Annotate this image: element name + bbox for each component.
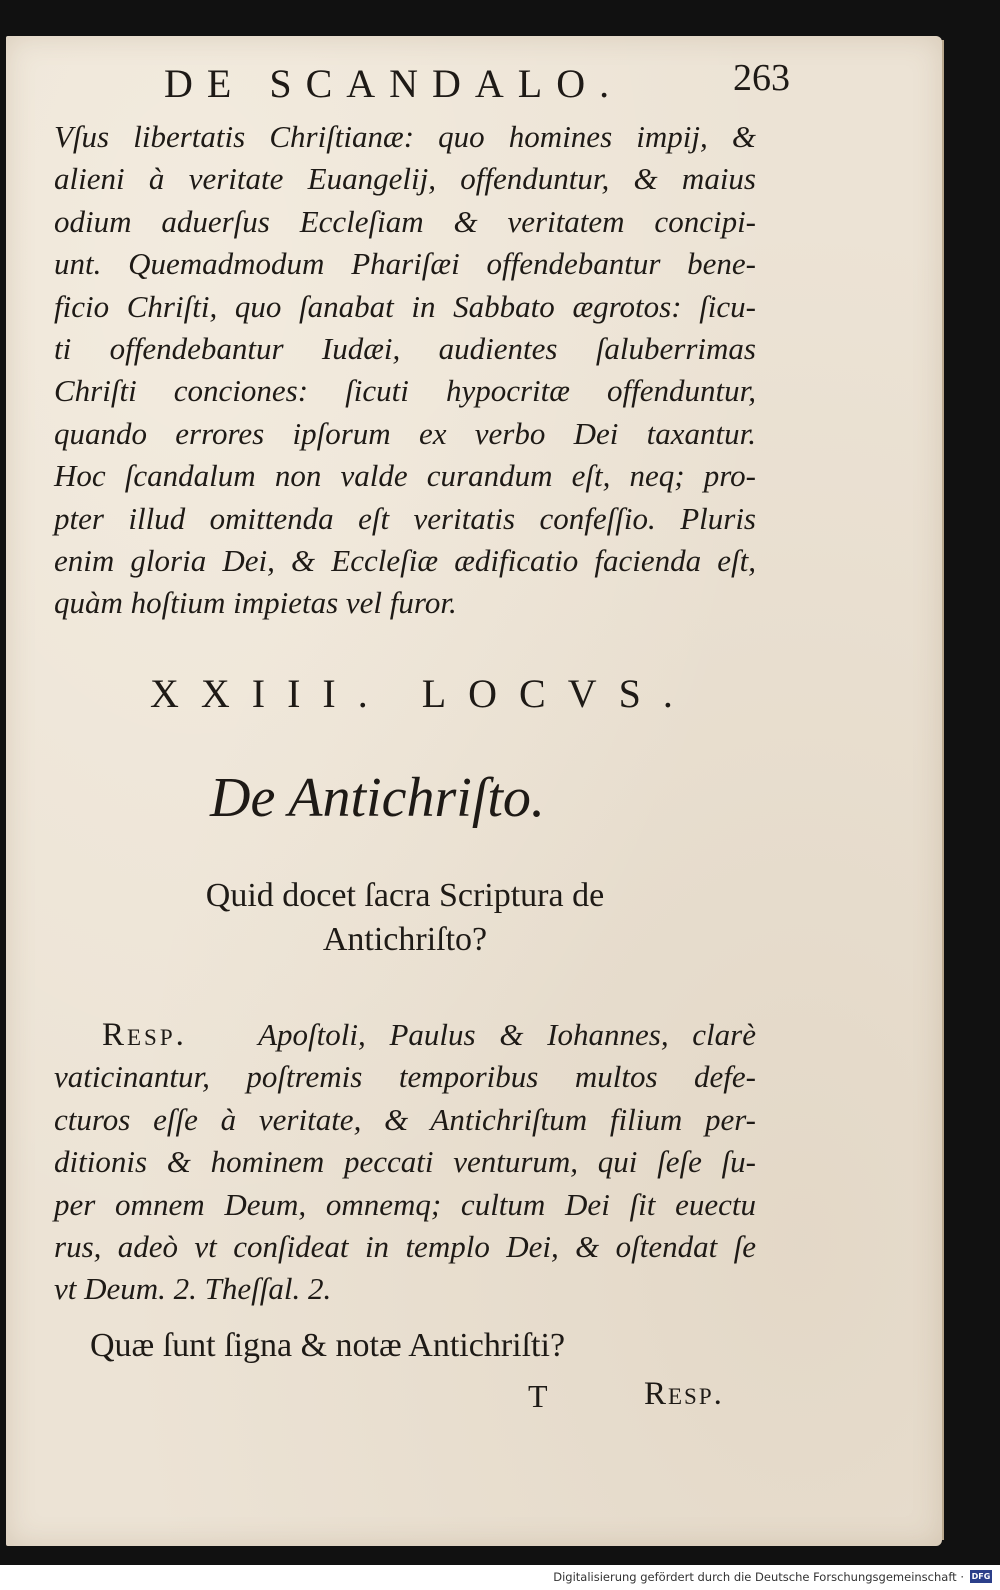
running-head: DE SCANDALO. [164,61,624,106]
text-line: alieni à veritate Euangelij, offenduntur, & maius [54,161,756,197]
text-line: Hoc ſcandalum non valde curandum eſt, neq; pro- [54,458,756,494]
page-header [54,56,814,116]
text-line: odium aduerſus Eccleſiam & veritatem concipi- [54,203,756,239]
footer-bar [0,1565,1000,1590]
section-title: XXIII. LOCVS. [150,671,695,716]
text-line: Vſus libertatis Chriſtianæ: quo homines impij, & [54,119,756,154]
page-content [54,56,814,1414]
catchword: Resp. [644,1376,724,1412]
book-page [6,36,942,1546]
text-line: enim gloria Dei, & Eccleſiæ ædificatio facienda eſt, [54,543,756,579]
signature-mark: T [528,1378,548,1414]
footer-credit: Digitalisierung gefördert durch die Deutsche Forschungsgemeinschaft · [553,1570,964,1584]
text-line: vaticinantur, poſtremis temporibus multos defe- [54,1059,756,1095]
resp-label: Resp. [102,1017,187,1053]
text-line: ficio Chriſti, quo ſanabat in Sabbato ægrotos: ſicu- [54,288,756,324]
chapter-title: De Antichriſto. [210,767,545,829]
text-line: vt Deum. 2. Theſſal. 2. [54,1271,332,1307]
text-line: quando errores ipſorum ex verbo Dei taxantur. [54,415,756,451]
answer-text: Apoſtoli, Paulus & Iohannes, clarè [258,1017,756,1052]
text-line: pter illud omittenda eſt veritatis confeſſio. Pluris [54,500,756,536]
text-line: cturos eſſe à veritate, & Antichriſtum filium per- [54,1101,756,1137]
text-line: rus, adeò vt conſideat in templo Dei, & oſtendat ſe [54,1229,756,1265]
text-line: unt. Quemadmodum Phariſæi offendebantur bene- [54,246,756,282]
page-number: 263 [733,57,790,99]
question-line: Quid docet ſacra Scriptura de [205,877,605,914]
question-heading [54,874,756,962]
passage-scandalum [54,116,756,625]
text-line: ti offendebantur Iudæi, audientes ſaluberrimas [54,331,756,367]
question-line: Antichriſto? [322,921,488,958]
text-line: per omnem Deum, omnemq; cultum Dei ſit euectu [54,1186,756,1222]
question-heading-2: Quæ ſunt ſigna & notæ Antichriſti? [90,1327,566,1364]
answer-paragraph [54,1014,756,1311]
text-line: ditionis & hominem peccati venturum, qui ſeſe ſu- [54,1144,756,1180]
dfg-logo-icon: DFG [971,1572,991,1581]
text-line: Chriſti conciones: ſicuti hypocritæ offenduntur, [54,373,756,409]
text-line: quàm hoſtium impietas vel furor. [54,585,457,621]
text-line [54,1014,756,1056]
